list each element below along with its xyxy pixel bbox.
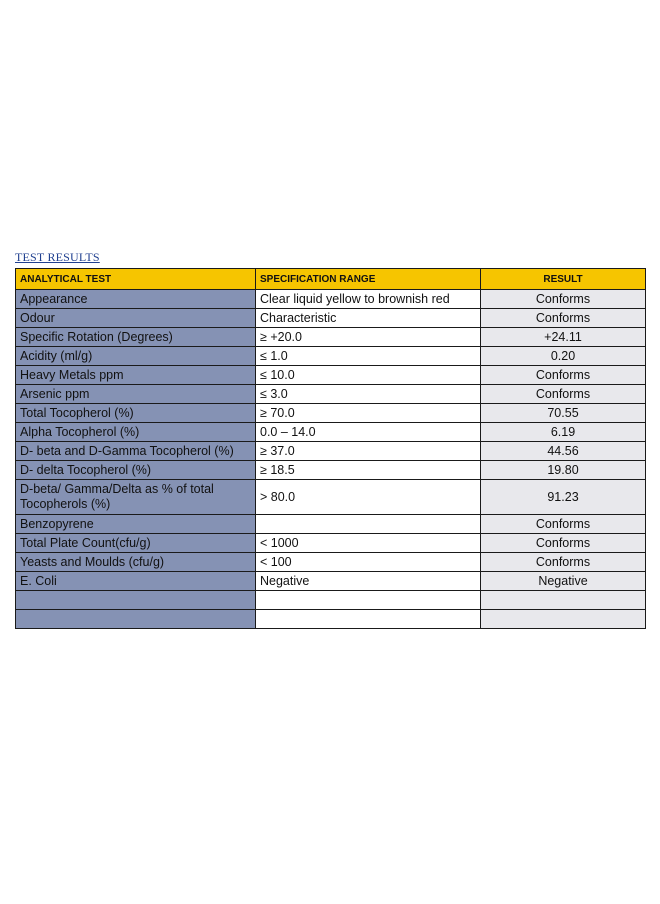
cell-result: Conforms <box>481 290 646 309</box>
table-row <box>16 309 646 328</box>
cell-analytical-test <box>16 610 256 629</box>
cell-result <box>481 591 646 610</box>
cell-specification: Clear liquid yellow to brownish red <box>256 290 481 309</box>
cell-result: Negative <box>481 572 646 591</box>
table-row <box>16 515 646 534</box>
cell-specification: Negative <box>256 572 481 591</box>
cell-result: Conforms <box>481 553 646 572</box>
cell-analytical-test: Benzopyrene <box>16 515 256 534</box>
table-row <box>16 385 646 404</box>
cell-specification: > 80.0 <box>256 480 481 515</box>
cell-analytical-test: Specific Rotation (Degrees) <box>16 328 256 347</box>
cell-specification: ≥ +20.0 <box>256 328 481 347</box>
cell-analytical-test: Yeasts and Moulds (cfu/g) <box>16 553 256 572</box>
cell-result: +24.11 <box>481 328 646 347</box>
cell-specification: < 1000 <box>256 534 481 553</box>
table-row <box>16 461 646 480</box>
table-row <box>16 534 646 553</box>
cell-analytical-test: Total Tocopherol (%) <box>16 404 256 423</box>
header-analytical-test: ANALYTICAL TEST <box>16 269 256 290</box>
table-row <box>16 347 646 366</box>
cell-specification: < 100 <box>256 553 481 572</box>
cell-analytical-test: D- delta Tocopherol (%) <box>16 461 256 480</box>
cell-specification: ≥ 70.0 <box>256 404 481 423</box>
table-row <box>16 572 646 591</box>
table-row <box>16 423 646 442</box>
cell-result: Conforms <box>481 385 646 404</box>
cell-specification: ≤ 3.0 <box>256 385 481 404</box>
cell-result <box>481 610 646 629</box>
cell-analytical-test: Arsenic ppm <box>16 385 256 404</box>
table-row <box>16 404 646 423</box>
cell-specification: ≤ 10.0 <box>256 366 481 385</box>
header-specification-range: SPECIFICATION RANGE <box>256 269 481 290</box>
header-result: RESULT <box>481 269 646 290</box>
table-row <box>16 290 646 309</box>
cell-analytical-test: E. Coli <box>16 572 256 591</box>
test-results-table <box>15 268 646 629</box>
section-title: TEST RESULTS <box>15 250 100 264</box>
cell-result: Conforms <box>481 515 646 534</box>
cell-analytical-test: D- beta and D-Gamma Tocopherol (%) <box>16 442 256 461</box>
cell-result: Conforms <box>481 366 646 385</box>
cell-result: Conforms <box>481 534 646 553</box>
cell-analytical-test: D-beta/ Gamma/Delta as % of total Tocopherols (%) <box>16 480 256 515</box>
cell-specification <box>256 515 481 534</box>
cell-result: 0.20 <box>481 347 646 366</box>
cell-specification <box>256 610 481 629</box>
table-row <box>16 366 646 385</box>
cell-analytical-test: Odour <box>16 309 256 328</box>
cell-result: 91.23 <box>481 480 646 515</box>
cell-analytical-test: Alpha Tocopherol (%) <box>16 423 256 442</box>
cell-specification <box>256 591 481 610</box>
cell-result: 70.55 <box>481 404 646 423</box>
cell-analytical-test <box>16 591 256 610</box>
cell-specification: ≥ 18.5 <box>256 461 481 480</box>
table-row <box>16 328 646 347</box>
cell-specification: 0.0 – 14.0 <box>256 423 481 442</box>
cell-analytical-test: Heavy Metals ppm <box>16 366 256 385</box>
cell-result: 19.80 <box>481 461 646 480</box>
cell-analytical-test: Total Plate Count(cfu/g) <box>16 534 256 553</box>
cell-result: Conforms <box>481 309 646 328</box>
cell-result: 44.56 <box>481 442 646 461</box>
table-header-row <box>16 269 646 290</box>
table-row <box>16 480 646 515</box>
cell-analytical-test: Acidity (ml/g) <box>16 347 256 366</box>
table-row <box>16 442 646 461</box>
table-row <box>16 591 646 610</box>
table-row <box>16 553 646 572</box>
cell-specification: Characteristic <box>256 309 481 328</box>
cell-specification: ≤ 1.0 <box>256 347 481 366</box>
cell-specification: ≥ 37.0 <box>256 442 481 461</box>
table-row <box>16 610 646 629</box>
cell-analytical-test: Appearance <box>16 290 256 309</box>
cell-result: 6.19 <box>481 423 646 442</box>
